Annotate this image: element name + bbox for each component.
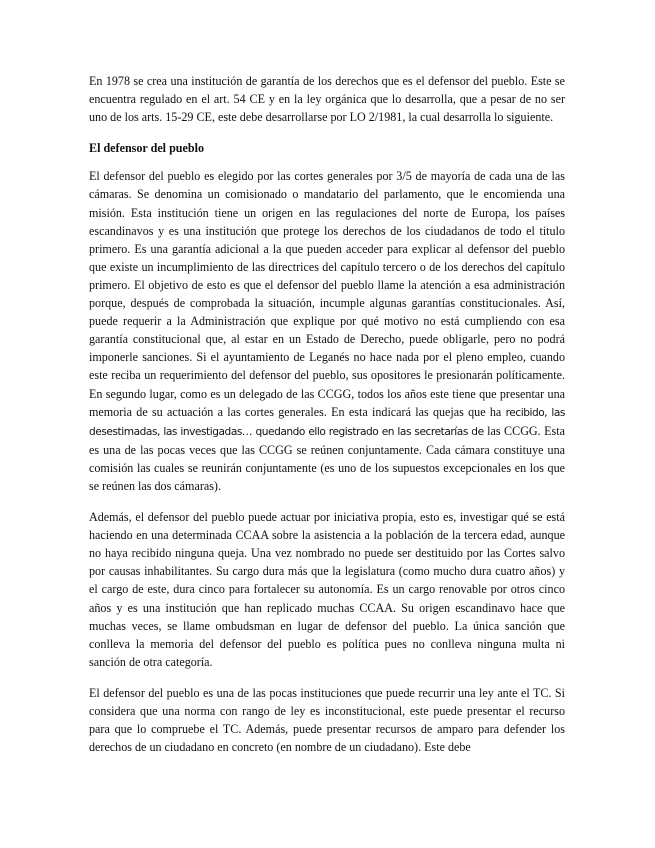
paragraph-defensor-description	[89, 167, 565, 495]
document-page	[89, 72, 565, 769]
section-heading: El defensor del pueblo	[89, 141, 205, 156]
paragraph-defensor-part-a: El defensor del pueblo es elegido por las cortes generales por 3/5 de mayoría de cada una de las cámaras. Se denomina un comisionado o mandatario del parlamento, que le encomienda una misión. Esta institución tiene un origen en las regulaciones del norte de Europa, los países escandinavos y es una institución que protege los derechos de los ciudadanos de todo el titulo primero. Es una garantía adicional a la que pueden acceder para explicar al defensor del pueblo que existe un incumplimiento de las directrices del capítulo tercero o de los derechos del capítulo primero. El objetivo de esto es que el defensor del pueblo llame la atención a esa administración porque, después de comprobada la situación, incumple algunas garantías constitucionales. Así, puede requerir a la Administración que explique por qué motivo no está cumpliendo con esa garantía constitucional que, al estar en un Estado de Derecho, puede obligarle, pero no podrá imponerle sanciones. Si el ayuntamiento de Leganés no hace nada por el pleno empleo, cuando este reciba un requerimiento del defensor del pueblo, sus opositores le presionarán políticamente. En segundo lugar, como es un delegado de las CCGG, todos los años este tiene que presentar una memoria de su actuación a las cortes generales. En esta indicará las quejas que ha	[89, 169, 565, 419]
paragraph-defensor-alt-font-line: recibido, las desestimadas, las investigadas… quedando ello registrado en las secretarías de	[89, 406, 565, 438]
intro-paragraph: En 1978 se crea una institución de garantía de los derechos que es el defensor del pueblo. Este se encuentra regulado en el art. 54 CE y en la ley orgánica que lo desarrolla, que a pesar de no ser uno de los arts. 15-29 CE, este debe desarrollarse por LO 2/1981, la cual desarrolla lo siguiente.	[89, 74, 565, 125]
paragraph-iniciativa-propia: Además, el defensor del pueblo puede actuar por iniciativa propia, esto es, investigar qué se está haciendo en una determinada CCAA sobre la asistencia a la población de la tercera edad, aunque no haya recibido ninguna queja. Una vez nombrado no puede ser destituido por las Cortes salvo por causas inhabilitantes. Su cargo dura más que la legislatura (como mucho dura cuatro años) y el cargo de este, dura cinco para fortalecer su autonomía. Es un cargo renovable por otros cinco años y es una institución que han replicado muchas CCAA. Su origen escandinavo hace que muchas veces, se llame ombudsman en lugar de defensor del pueblo. La única sanción que conlleva la memoria del defensor del pueblo es política pues no conlleva ninguna multa ni sanción de otra categoría.	[89, 510, 565, 669]
paragraph-defensor-part-b: las CCGG. Esta es una de las pocas veces que las CCGG se reúnen conjuntamente. Cada cámara constituye una comisión las cuales se reunirán conjuntamente (es uno de los supuestos excepcionales en los que se reúnen las dos cámaras).	[89, 423, 565, 493]
paragraph-recurso-tc: El defensor del pueblo es una de las pocas instituciones que puede recurrir una ley ante el TC. Si considera que una norma con rango de ley es inconstitucional, este puede presentar el recurso para que lo compruebe el TC. Además, puede presentar recursos de amparo para defender los derechos de un ciudadano en concreto (en nombre de un ciudadano). Este debe	[89, 685, 565, 755]
